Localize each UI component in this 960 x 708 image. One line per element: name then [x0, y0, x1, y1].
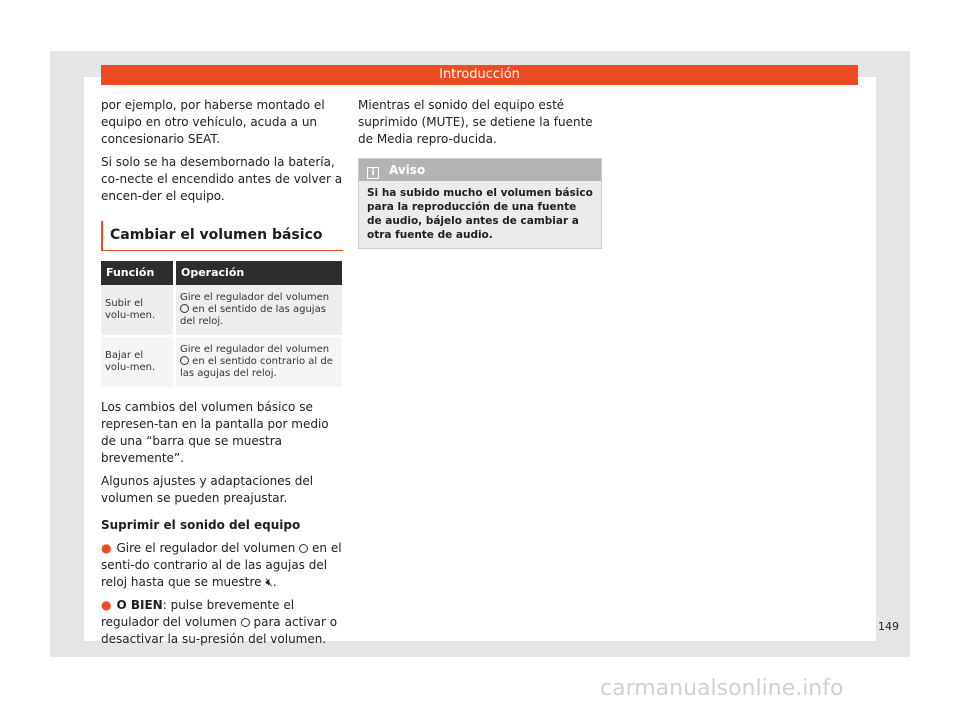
bullet-item: ● Gire el regulador del volumen en el senti-do contrario al de las agujas del reloj hasta que se muestre 🔇︎.: [101, 541, 342, 589]
table-row: [101, 336, 342, 387]
chapter-header: Introducción: [101, 65, 858, 85]
subheading: Suprimir el sonido del equipo: [101, 518, 301, 532]
bullet-icon: ●: [101, 598, 112, 612]
notice-title: Aviso: [389, 163, 426, 177]
table-cell-function: Bajar el volu-men.: [101, 336, 175, 387]
notice-box: [358, 158, 602, 249]
paragraph: por ejemplo, por haberse montado el equipo en otro vehículo, acuda a un concesionario SEAT.: [101, 98, 325, 146]
volume-knob-icon: [241, 618, 250, 627]
volume-knob-icon: [299, 544, 308, 553]
right-column: [358, 97, 600, 249]
notice-text: Si ha subido mucho el volumen básico para la reproducción de una fuente de audio, bájelo antes de cambiar a otra fuente de audio.: [359, 181, 601, 248]
page-number: 149: [878, 620, 899, 633]
volume-table: [101, 261, 342, 387]
bullet-icon: ●: [101, 541, 112, 555]
section-title: Cambiar el volumen básico: [101, 221, 343, 251]
table-cell-operation: Gire el regulador del volumen en el sentido contrario al de las agujas del reloj.: [175, 336, 343, 387]
watermark: carmanualsonline.info: [600, 676, 844, 701]
mute-icon: 🔇︎: [265, 575, 273, 589]
table-cell-operation: Gire el regulador del volumen en el sentido de las agujas del reloj.: [175, 285, 343, 336]
paragraph: Mientras el sonido del equipo esté suprimido (MUTE), se detiene la fuente de Media repro-ducida.: [358, 98, 593, 146]
paragraph: Algunos ajustes y adaptaciones del volumen se pueden preajustar.: [101, 474, 314, 505]
info-icon: i: [367, 167, 379, 179]
bullet-item: ● O BIEN: pulse brevemente el regulador del volumen para activar o desactivar la su-presión del volumen.: [101, 598, 338, 646]
table-header-operation: Operación: [175, 261, 343, 285]
paragraph: Los cambios del volumen básico se represen-tan en la pantalla por medio de una “barra que se muestra brevemente”.: [101, 400, 329, 465]
notice-header: [359, 159, 601, 181]
paragraph: Si solo se ha desembornado la batería, co-necte el encendido antes de volver a encen-der el equipo.: [101, 155, 343, 203]
volume-knob-icon: [180, 304, 189, 313]
left-column: [101, 97, 343, 654]
table-row: [101, 285, 342, 336]
volume-knob-icon: [180, 356, 189, 365]
table-header-function: Función: [101, 261, 175, 285]
table-cell-function: Subir el volu-men.: [101, 285, 175, 336]
